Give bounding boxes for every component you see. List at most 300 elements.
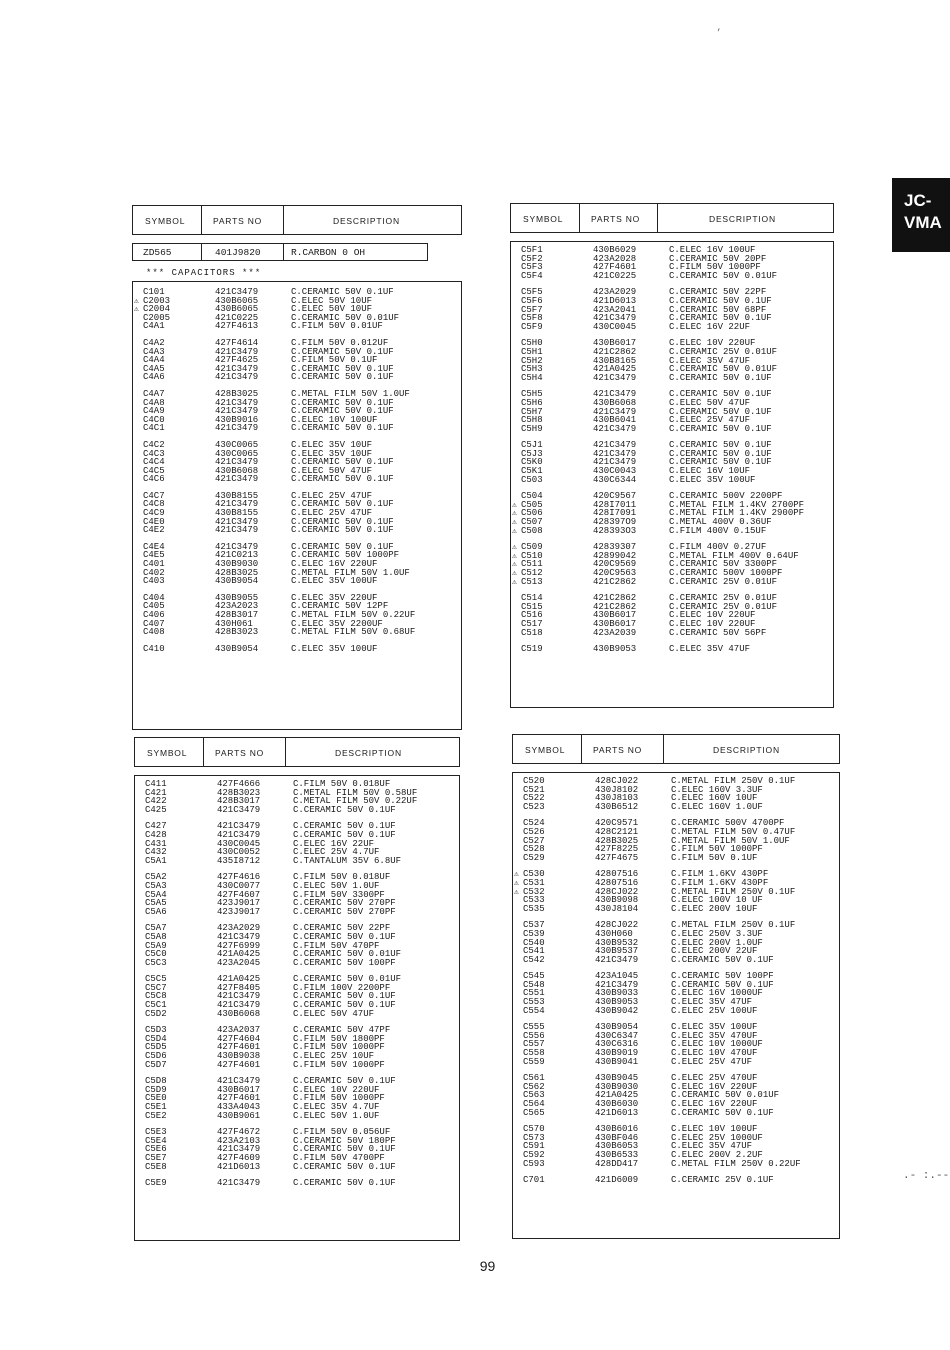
symbol-cell: C4A5 bbox=[143, 363, 165, 374]
description-cell: C.ELEC 25V 47UF bbox=[669, 415, 751, 426]
description-cell: C.ELEC 50V 47UF bbox=[291, 465, 373, 476]
parts-no-cell: 427F4601 bbox=[217, 1059, 261, 1070]
description-cell: C.METAL FILM 50V 0.58UF bbox=[293, 787, 418, 798]
parts-no-cell: 430B9054 bbox=[215, 576, 259, 587]
parts-no-cell: 427F6999 bbox=[217, 940, 261, 951]
section-tab bbox=[892, 178, 950, 252]
symbol-cell: C5A4 bbox=[145, 889, 167, 900]
description-cell: C.FILM 50V 470PF bbox=[293, 940, 380, 951]
table-row bbox=[513, 803, 839, 812]
table-body bbox=[132, 281, 462, 730]
symbol-cell: C5J3 bbox=[521, 448, 543, 459]
symbol-cell: C4A2 bbox=[143, 337, 165, 348]
parts-no-cell: 430B9098 bbox=[595, 895, 639, 906]
parts-no-cell: 427F4666 bbox=[217, 779, 261, 789]
symbol-cell: C428 bbox=[145, 829, 167, 840]
table-row bbox=[511, 645, 833, 654]
symbol-cell: C551 bbox=[523, 988, 545, 999]
table-row bbox=[133, 322, 461, 331]
description-cell: C.ELEC 35V 47UF bbox=[669, 644, 751, 655]
description-cell: C.ELEC 50V 47UF bbox=[293, 1008, 375, 1019]
parts-no-cell: 430B9038 bbox=[217, 1051, 261, 1062]
symbol-cell: C558 bbox=[523, 1048, 545, 1059]
symbol-cell: C5E9 bbox=[145, 1178, 167, 1189]
description-cell: C.CERAMIC 50V 0.01UF bbox=[293, 949, 402, 960]
description-cell: C.FILM 50V 1800PF bbox=[293, 1033, 385, 1044]
parts-no-cell: 430B6533 bbox=[595, 1149, 639, 1160]
symbol-cell: C427 bbox=[145, 821, 167, 832]
symbol-cell: C5F2 bbox=[521, 253, 543, 264]
safety-warning-icon: ⚠ bbox=[512, 509, 517, 519]
description-cell: C.ELEC 35V 220UF bbox=[291, 592, 378, 603]
parts-no-cell: 421C3479 bbox=[217, 1076, 261, 1087]
parts-no-cell: 430B9033 bbox=[595, 988, 639, 999]
table-header bbox=[132, 205, 462, 235]
zd565-symbol: ZD565 bbox=[143, 247, 172, 258]
description-cell: C.METAL FILM 50V 1.0UF bbox=[291, 388, 410, 399]
symbol-cell: C5A9 bbox=[145, 940, 167, 951]
parts-no-cell: 421C2862 bbox=[593, 346, 637, 357]
description-cell: C.CERAMIC 50V 0.1UF bbox=[293, 1178, 396, 1189]
parts-no-cell: 430B6017 bbox=[593, 610, 637, 621]
description-cell: C.ELEC 35V 470UF bbox=[671, 1030, 758, 1041]
symbol-cell: C408 bbox=[143, 627, 165, 638]
description-cell: C.METAL FILM 400V 0.64UF bbox=[669, 550, 799, 561]
symbol-cell: C5J1 bbox=[521, 440, 543, 451]
table-row bbox=[511, 629, 833, 638]
symbol-cell: C535 bbox=[523, 903, 545, 914]
symbol-cell: C431 bbox=[145, 838, 167, 849]
parts-no-cell: 428397O9 bbox=[593, 517, 637, 528]
parts-no-cell: 421C3479 bbox=[215, 363, 259, 374]
description-cell: C.CERAMIC 25V 0.01UF bbox=[669, 593, 778, 604]
symbol-cell: C592 bbox=[523, 1149, 545, 1160]
parts-no-cell: 421D6013 bbox=[593, 295, 637, 306]
parts-no-cell: 430B9054 bbox=[215, 643, 259, 654]
table-row bbox=[135, 1179, 459, 1188]
description-cell: C.ELEC 100V 10 UF bbox=[671, 895, 763, 906]
symbol-cell: C5D7 bbox=[145, 1059, 167, 1070]
parts-no-cell: 428B3025 bbox=[215, 567, 259, 578]
symbol-cell: C5H7 bbox=[521, 406, 543, 417]
parts-no-cell: 430B9030 bbox=[595, 1081, 639, 1092]
description-cell: C.FILM 400V 0.15UF bbox=[669, 525, 767, 536]
description-cell: C.CERAMIC 50V 0.1UF bbox=[291, 541, 394, 552]
parts-no-cell: 421C0213 bbox=[215, 550, 259, 561]
symbol-cell: C5C1 bbox=[145, 1000, 167, 1011]
parts-no-heading: PARTS NO bbox=[215, 748, 265, 758]
parts-no-cell: 421C3479 bbox=[215, 474, 259, 485]
symbol-cell: C4C8 bbox=[143, 499, 165, 510]
parts-no-cell: 430B8155 bbox=[215, 508, 259, 519]
parts-no-cell: 430B6068 bbox=[593, 397, 637, 408]
parts-no-cell: 430B9045 bbox=[595, 1073, 639, 1084]
description-cell: C.CERAMIC 50V 0.1UF bbox=[669, 295, 772, 306]
table-row bbox=[133, 645, 461, 654]
symbol-cell: C526 bbox=[523, 826, 545, 837]
description-cell: C.CERAMIC 50V 20PF bbox=[669, 253, 767, 264]
description-cell: C.ELEC 160V 10UF bbox=[671, 793, 758, 804]
description-cell: C.METAL FILM 1.4KV 2900PF bbox=[669, 508, 805, 519]
parts-no-cell: 423A2028 bbox=[593, 253, 637, 264]
description-cell: C.METAL FILM 250V 0.1UF bbox=[671, 920, 796, 931]
safety-warning-icon: ⚠ bbox=[512, 560, 517, 570]
description-cell: C.METAL FILM 50V 1.0UF bbox=[291, 567, 410, 578]
symbol-cell: ⚠ C532 bbox=[514, 886, 545, 897]
parts-no-cell: 421C3479 bbox=[593, 389, 637, 400]
symbol-cell: C4E4 bbox=[143, 541, 165, 552]
description-cell: C.FILM 50V 4700PF bbox=[293, 1152, 385, 1163]
description-cell: C.FILM 50V 0.018UF bbox=[293, 872, 391, 883]
safety-warning-icon: ⚠ bbox=[512, 526, 517, 536]
description-cell: C.ELEC 10V 220UF bbox=[669, 618, 756, 629]
description-cell: C.CERAMIC 50V 0.1UF bbox=[291, 406, 394, 417]
parts-no-cell: 420C9571 bbox=[595, 818, 639, 829]
table-row bbox=[513, 1058, 839, 1067]
parts-no-cell: 430B6017 bbox=[593, 618, 637, 629]
description-cell: C.ELEC 35V 2200UF bbox=[291, 618, 383, 629]
rows bbox=[513, 777, 839, 1185]
parts-no-cell: 421A0425 bbox=[217, 949, 261, 960]
description-cell: C.METAL FILM 50V 0.22UF bbox=[293, 796, 418, 807]
parts-no-cell: 421C3479 bbox=[215, 372, 259, 383]
parts-table-bottom-right bbox=[512, 734, 840, 1239]
description-cell: C.ELEC 50V 47UF bbox=[669, 397, 751, 408]
symbol-cell: C701 bbox=[523, 1175, 545, 1186]
parts-no-cell: 430J8104 bbox=[595, 903, 639, 914]
parts-no-cell: 430C6316 bbox=[595, 1039, 639, 1050]
description-cell: C.CERAMIC 50V 270PF bbox=[293, 898, 396, 909]
symbol-cell: ⚠ C511 bbox=[512, 559, 543, 570]
parts-no-cell: 427F4601 bbox=[593, 262, 637, 273]
parts-no-cell: 428393O3 bbox=[593, 525, 637, 536]
description-cell: C.FILM 50V 1000PF bbox=[293, 1093, 385, 1104]
description-cell: C.CERAMIC 50V 0.1UF bbox=[669, 457, 772, 468]
description-cell: C.ELEC 35V 4.7UF bbox=[293, 1102, 380, 1112]
symbol-cell: C5E2 bbox=[145, 1110, 167, 1121]
symbol-cell: C5A1 bbox=[145, 855, 167, 866]
symbol-cell: C403 bbox=[143, 576, 165, 587]
symbol-cell: C542 bbox=[523, 954, 545, 965]
description-cell: C.ELEC 200V 1.0UF bbox=[671, 937, 763, 948]
parts-no-cell: 427F4601 bbox=[217, 1093, 261, 1104]
symbol-cell: C4C1 bbox=[143, 423, 165, 434]
safety-warning-icon: ⚠ bbox=[512, 577, 517, 587]
table-row bbox=[135, 1112, 459, 1121]
description-cell: C.FILM 50V 0.018UF bbox=[293, 779, 391, 789]
symbol-cell: C402 bbox=[143, 567, 165, 578]
description-cell: C.ELEC 10V 1000UF bbox=[671, 1039, 763, 1050]
symbol-cell: C5E7 bbox=[145, 1152, 167, 1163]
safety-warning-icon: ⚠ bbox=[514, 870, 519, 880]
description-cell: C.CERAMIC 50V 0.1UF bbox=[291, 372, 394, 383]
symbol-cell: C5F5 bbox=[521, 287, 543, 298]
description-cell: C.CERAMIC 500V 1000PF bbox=[669, 568, 783, 578]
symbol-cell: C5D3 bbox=[145, 1025, 167, 1036]
description-cell: C.ELEC 25V 47UF bbox=[291, 508, 373, 519]
description-cell: C.ELEC 10V 100UF bbox=[671, 1124, 758, 1135]
description-cell: C.FILM 50V 1000PF bbox=[293, 1059, 385, 1070]
table-row bbox=[135, 959, 459, 968]
parts-no-cell: 421D6009 bbox=[595, 1175, 639, 1186]
description-cell: C.ELEC 10V 220UF bbox=[669, 338, 756, 349]
symbol-cell: C4E2 bbox=[143, 525, 165, 536]
parts-no-cell: 430B6065 bbox=[215, 304, 259, 315]
safety-warning-icon: ⚠ bbox=[134, 296, 139, 306]
symbol-cell: C4A6 bbox=[143, 372, 165, 383]
zd565-description: R.CARBON 0 OH bbox=[291, 247, 366, 258]
description-cell: C.FILM 50V 1000PF bbox=[293, 1042, 385, 1053]
parts-no-cell: 421C3479 bbox=[215, 287, 259, 297]
symbol-cell: ⚠ C512 bbox=[512, 568, 543, 578]
parts-no-cell: 423A2041 bbox=[593, 304, 637, 315]
symbol-cell: C4A7 bbox=[143, 388, 165, 399]
symbol-cell: C5C8 bbox=[145, 991, 167, 1002]
description-cell: C.FILM 50V 0.1UF bbox=[671, 852, 758, 863]
symbol-cell: C5E6 bbox=[145, 1144, 167, 1155]
symbol-cell: C523 bbox=[523, 801, 545, 812]
parts-no-cell: 430B6041 bbox=[593, 415, 637, 426]
description-cell: C.CERAMIC 50V 47PF bbox=[293, 1025, 391, 1036]
description-cell: C.CERAMIC 50V 0.1UF bbox=[669, 406, 772, 417]
parts-no-cell: 42807516 bbox=[595, 877, 639, 888]
description-cell: C.CERAMIC 50V 270PF bbox=[293, 906, 396, 917]
table-header bbox=[512, 734, 840, 764]
symbol-cell: C527 bbox=[523, 835, 545, 846]
parts-no-cell: 428CJ022 bbox=[595, 776, 639, 786]
symbol-cell: C5H9 bbox=[521, 423, 543, 434]
symbol-cell: C517 bbox=[521, 618, 543, 629]
symbol-cell: ⚠ C509 bbox=[512, 542, 543, 553]
parts-no-cell: 430C6344 bbox=[593, 474, 637, 485]
symbol-cell: C548 bbox=[523, 979, 545, 990]
table-body bbox=[134, 775, 460, 1241]
description-cell: C.ELEC 10V 220UF bbox=[669, 610, 756, 621]
rows bbox=[133, 288, 461, 653]
description-cell: C.ELEC 25V 47UF bbox=[671, 1056, 753, 1067]
description-cell: C.CERAMIC 50V 0.1UF bbox=[293, 931, 396, 942]
parts-no-heading: PARTS NO bbox=[591, 214, 641, 224]
parts-no-cell: 42807516 bbox=[595, 869, 639, 880]
parts-no-cell: 423A1045 bbox=[595, 971, 639, 982]
description-cell: C.ELEC 35V 100UF bbox=[669, 474, 756, 485]
parts-no-cell: 421C3479 bbox=[217, 1000, 261, 1011]
parts-no-cell: 421C3479 bbox=[217, 1144, 261, 1155]
parts-no-cell: 430C0077 bbox=[217, 880, 261, 891]
table-body bbox=[512, 772, 840, 1239]
table-row bbox=[513, 1007, 839, 1016]
description-cell: C.CERAMIC 25V 0.01UF bbox=[669, 346, 778, 357]
symbol-cell: C561 bbox=[523, 1073, 545, 1084]
parts-no-cell: 421D6013 bbox=[595, 1107, 639, 1118]
symbol-cell: C553 bbox=[523, 997, 545, 1008]
description-cell: C.CERAMIC 50V 22PF bbox=[293, 923, 391, 934]
parts-no-cell: 421C3479 bbox=[215, 457, 259, 468]
table-header bbox=[134, 737, 460, 767]
parts-no-cell: 421C3479 bbox=[593, 406, 637, 417]
table-row bbox=[135, 1163, 459, 1172]
table-header bbox=[510, 203, 834, 233]
symbol-cell: C5E0 bbox=[145, 1093, 167, 1104]
description-cell: C.FILM 50V 1000PF bbox=[669, 262, 761, 273]
symbol-cell: C556 bbox=[523, 1030, 545, 1041]
table-row bbox=[135, 908, 459, 917]
description-cell: C.METAL FILM 50V 1.0UF bbox=[671, 835, 790, 846]
symbol-heading: SYMBOL bbox=[525, 745, 566, 755]
parts-no-cell: 421C2862 bbox=[593, 593, 637, 604]
description-cell: C.CERAMIC 50V 0.1UF bbox=[291, 346, 394, 357]
description-cell: C.CERAMIC 50V 0.1UF bbox=[671, 979, 774, 990]
parts-no-cell: 430C0045 bbox=[217, 838, 261, 849]
symbol-cell: C5D9 bbox=[145, 1084, 167, 1095]
symbol-cell: C4A9 bbox=[143, 406, 165, 417]
parts-no-cell: 428C2121 bbox=[595, 826, 639, 837]
description-cell: C.CERAMIC 50V 0.1UF bbox=[669, 313, 772, 324]
safety-warning-icon: ⚠ bbox=[512, 543, 517, 553]
parts-no-cell: 420C9569 bbox=[593, 559, 637, 570]
description-heading: DESCRIPTION bbox=[335, 748, 402, 758]
symbol-cell: C524 bbox=[523, 818, 545, 829]
description-cell: C.CERAMIC 50V 0.1UF bbox=[671, 954, 774, 965]
top-mark: ’ bbox=[716, 28, 722, 38]
description-cell: C.ELEC 200V 2.2UF bbox=[671, 1149, 763, 1160]
symbol-cell: C4C6 bbox=[143, 474, 165, 485]
parts-no-cell: 421C3479 bbox=[217, 829, 261, 840]
parts-no-cell: 427F4614 bbox=[215, 337, 259, 348]
symbol-cell: C545 bbox=[523, 971, 545, 982]
safety-warning-icon: ⚠ bbox=[512, 569, 517, 578]
description-cell: C.CERAMIC 50V 68PF bbox=[669, 304, 767, 315]
symbol-cell: C4E5 bbox=[143, 550, 165, 561]
symbol-cell: C519 bbox=[521, 644, 543, 655]
description-cell: C.METAL FILM 1.4KV 2700PF bbox=[669, 499, 805, 510]
parts-no-cell: 421C3479 bbox=[593, 372, 637, 383]
description-cell: C.CERAMIC 50V 100PF bbox=[293, 957, 396, 968]
parts-no-cell: 421C3479 bbox=[217, 931, 261, 942]
symbol-cell: C5F1 bbox=[521, 245, 543, 255]
symbol-cell: C564 bbox=[523, 1099, 545, 1109]
table-row bbox=[133, 424, 461, 433]
symbol-cell: C562 bbox=[523, 1081, 545, 1092]
description-cell: C.FILM 50V 0.1UF bbox=[291, 355, 378, 366]
table-row bbox=[135, 806, 459, 815]
symbol-cell: C406 bbox=[143, 610, 165, 620]
safety-warning-icon: ⚠ bbox=[514, 878, 519, 888]
table-row bbox=[513, 1160, 839, 1169]
table-row bbox=[513, 956, 839, 965]
section-tab-text: JC- VMA bbox=[904, 191, 942, 232]
description-cell: C.CERAMIC 50V 22PF bbox=[669, 287, 767, 298]
parts-no-cell: 421C3479 bbox=[215, 525, 259, 536]
description-cell: C.FILM 50V 3300PF bbox=[293, 889, 385, 900]
symbol-cell: C5E8 bbox=[145, 1161, 167, 1172]
parts-no-heading: PARTS NO bbox=[213, 216, 263, 226]
description-cell: C.ELEC 35V 47UF bbox=[671, 1141, 753, 1152]
description-cell: C.FILM 50V 1000PF bbox=[671, 844, 763, 855]
parts-no-cell: 428B3025 bbox=[215, 388, 259, 399]
parts-no-cell: 430J8103 bbox=[595, 793, 639, 804]
symbol-heading: SYMBOL bbox=[145, 216, 186, 226]
symbol-cell: C5D5 bbox=[145, 1042, 167, 1053]
zd565-row bbox=[132, 243, 428, 261]
parts-no-cell: 421C3479 bbox=[593, 457, 637, 468]
table-row bbox=[511, 323, 833, 332]
symbol-cell: C541 bbox=[523, 946, 545, 957]
symbol-cell: C533 bbox=[523, 895, 545, 906]
symbol-cell: C5D8 bbox=[145, 1076, 167, 1087]
capacitors-label: *** CAPACITORS *** bbox=[146, 268, 262, 278]
symbol-cell: C570 bbox=[523, 1124, 545, 1135]
parts-no-cell: 423J9017 bbox=[217, 898, 261, 909]
description-cell: C.METAL FILM 50V 0.68UF bbox=[291, 627, 416, 638]
parts-no-cell: 427F4609 bbox=[217, 1152, 261, 1163]
parts-table-bottom-left bbox=[134, 737, 460, 1241]
description-cell: C.ELEC 35V 100UF bbox=[291, 576, 378, 587]
description-cell: C.FILM 100V 2200PF bbox=[293, 982, 391, 993]
parts-no-cell: 423J9017 bbox=[217, 906, 261, 917]
symbol-cell: C5D6 bbox=[145, 1051, 167, 1062]
parts-no-cell: 421A0425 bbox=[593, 364, 637, 375]
symbol-cell: C432 bbox=[145, 847, 167, 858]
parts-no-cell: 430B9053 bbox=[593, 644, 637, 655]
symbol-cell: C5F6 bbox=[521, 295, 543, 306]
symbol-cell: C5E4 bbox=[145, 1135, 167, 1146]
safety-warning-icon: ⚠ bbox=[512, 518, 517, 528]
parts-no-cell: 430B6065 bbox=[215, 295, 259, 306]
symbol-cell: C5H4 bbox=[521, 372, 543, 383]
parts-no-heading: PARTS NO bbox=[593, 745, 643, 755]
symbol-cell: C5D4 bbox=[145, 1033, 167, 1044]
parts-no-cell: 421C3479 bbox=[595, 979, 639, 990]
description-cell: C.CERAMIC 50V 0.1UF bbox=[669, 389, 772, 400]
parts-no-cell: 430B6068 bbox=[215, 465, 259, 476]
parts-no-cell: 430B9532 bbox=[595, 937, 639, 948]
description-cell: C.ELEC 10V 100UF bbox=[291, 414, 378, 425]
symbol-cell: C516 bbox=[521, 610, 543, 621]
table-row bbox=[511, 425, 833, 434]
parts-no-cell: 421C3479 bbox=[215, 516, 259, 527]
parts-no-cell: 421D6013 bbox=[217, 1161, 261, 1172]
symbol-cell: ⚠ C507 bbox=[512, 517, 543, 528]
parts-no-cell: 430B6030 bbox=[595, 1099, 639, 1109]
safety-warning-icon: ⚠ bbox=[512, 500, 517, 510]
description-cell: C.CERAMIC 50V 0.1UF bbox=[291, 525, 394, 536]
table-body bbox=[510, 241, 834, 708]
description-cell: C.CERAMIC 50V 0.01UF bbox=[293, 974, 402, 985]
description-cell: C.FILM 400V 0.27UF bbox=[669, 542, 767, 553]
description-cell: C.ELEC 16V 22UF bbox=[293, 838, 375, 849]
description-cell: C.ELEC 50V 1.0UF bbox=[293, 1110, 380, 1121]
parts-no-cell: 421C3479 bbox=[215, 406, 259, 417]
description-cell: C.CERAMIC 50V 180PF bbox=[293, 1135, 396, 1146]
symbol-cell: C4A3 bbox=[143, 346, 165, 357]
description-cell: C.CERAMIC 50V 0.1UF bbox=[293, 829, 396, 840]
table-row bbox=[133, 628, 461, 637]
description-cell: C.ELEC 16V 22UF bbox=[669, 321, 751, 332]
symbol-cell: C5C5 bbox=[145, 974, 167, 985]
description-cell: C.FILM 50V 0.056UF bbox=[293, 1127, 391, 1138]
description-cell: C.ELEC 10V 220UF bbox=[293, 1084, 380, 1095]
description-cell: C.ELEC 35V 10UF bbox=[291, 439, 373, 450]
symbol-cell: C5A6 bbox=[145, 906, 167, 917]
symbol-cell: C4A1 bbox=[143, 321, 165, 332]
description-cell: C.ELEC 35V 100UF bbox=[291, 643, 378, 654]
symbol-cell: C404 bbox=[143, 592, 165, 603]
symbol-cell: C591 bbox=[523, 1141, 545, 1152]
parts-no-cell: 421C0225 bbox=[215, 312, 259, 323]
symbol-cell: C422 bbox=[145, 796, 167, 807]
description-cell: C.CERAMIC 50V 100PF bbox=[671, 971, 774, 982]
